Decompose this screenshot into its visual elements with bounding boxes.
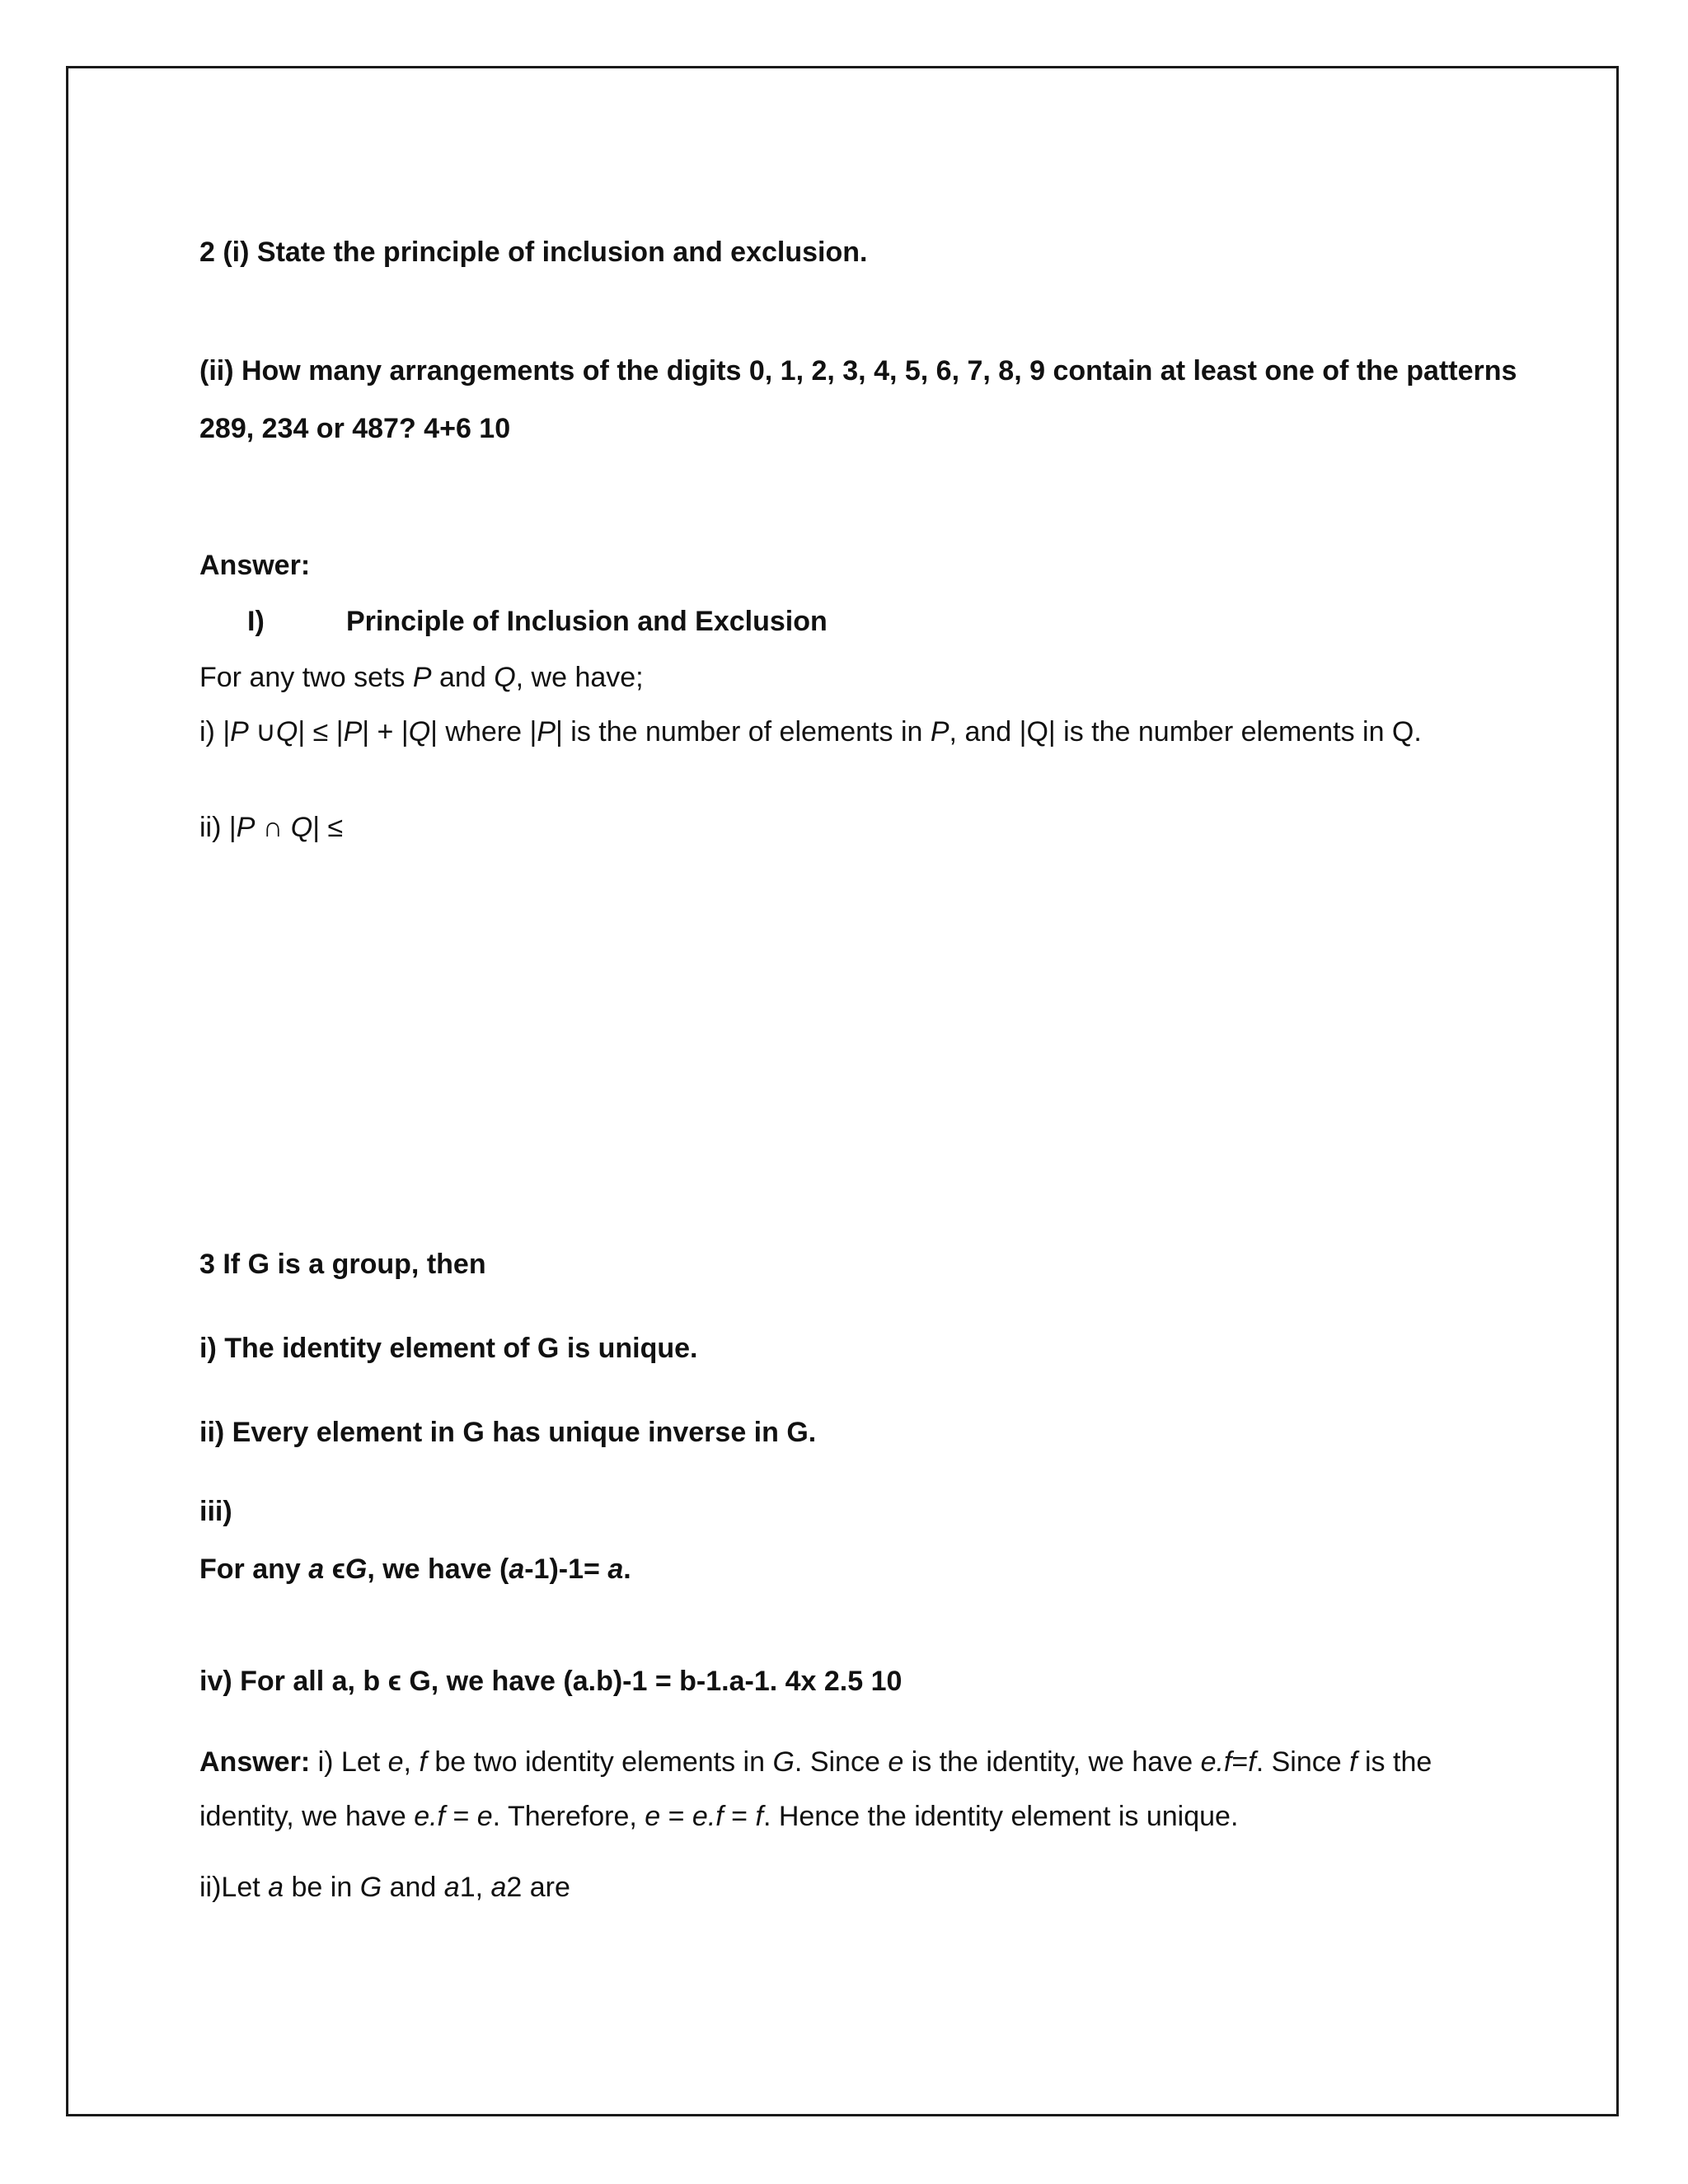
text: = <box>1231 1746 1249 1778</box>
text: -1)-1= <box>524 1554 608 1585</box>
answer1-heading-title: Principle of Inclusion and Exclusion <box>346 606 828 637</box>
var-f: f <box>755 1801 763 1832</box>
intersection-symbol: ∩ <box>255 812 291 843</box>
text: ii)Let <box>199 1872 269 1903</box>
text: 2 are <box>506 1872 570 1903</box>
text: = <box>660 1801 692 1832</box>
set-q: Q <box>290 812 313 843</box>
text: . Since <box>1255 1746 1350 1778</box>
text: and <box>382 1872 444 1903</box>
text: . <box>623 1554 631 1585</box>
q3-item-iv: iv) For all a, b ϵ G, we have (a.b)-1 = b-1.a-1. 4x 2.5 10 <box>199 1666 903 1697</box>
answer2-line1 <box>199 1746 1432 1779</box>
q2-part2-line2: 289, 234 or 487? 4+6 10 <box>199 413 511 444</box>
text: be in <box>284 1872 360 1903</box>
answer1-heading-number: I) <box>247 606 265 637</box>
var-f: f <box>1248 1746 1256 1778</box>
text: For any <box>199 1554 309 1585</box>
answer1-label: Answer: <box>199 550 311 581</box>
var-g: G <box>359 1872 382 1903</box>
set-p: P <box>343 716 363 748</box>
var-a: a <box>443 1872 460 1903</box>
text: | where | <box>430 716 537 748</box>
expr-ef: e.f <box>1200 1746 1232 1778</box>
text: = <box>723 1801 756 1832</box>
set-p: P <box>230 716 248 748</box>
text: is the <box>1357 1746 1432 1778</box>
text: For any two sets <box>199 662 413 693</box>
text: and <box>431 662 495 693</box>
expr-ef: e.f <box>692 1801 724 1832</box>
q3-item-iii <box>199 1553 631 1586</box>
var-a: a <box>509 1554 525 1585</box>
answer2-line3 <box>199 1871 570 1904</box>
set-p: P <box>930 716 950 748</box>
set-p: P <box>412 662 432 693</box>
var-f: f <box>1349 1746 1357 1778</box>
answer2-line2 <box>199 1800 1238 1833</box>
q2-part1: 2 (i) State the principle of inclusion and exclusion. <box>199 237 868 268</box>
text: | ≤ <box>312 812 344 843</box>
union-symbol: ∪ <box>247 716 276 748</box>
var-e: e <box>476 1801 493 1832</box>
text: i) Let <box>310 1746 388 1778</box>
text: ϵ <box>324 1554 345 1585</box>
text: , we have ( <box>367 1554 509 1585</box>
text: ii) | <box>199 812 237 843</box>
var-f: f <box>419 1746 427 1778</box>
answer1-item-i <box>199 715 1422 748</box>
var-g: G <box>345 1554 368 1585</box>
set-p: P <box>537 716 556 748</box>
var-a: a <box>308 1554 325 1585</box>
text: identity, we have <box>199 1801 415 1832</box>
answer2-label: Answer: <box>199 1746 311 1778</box>
set-q: Q <box>275 716 298 748</box>
q3-item-i: i) The identity element of G is unique. <box>199 1333 698 1364</box>
answer1-intro <box>199 661 644 694</box>
text: | is the number of elements in <box>556 716 931 748</box>
expr-ef: e.f <box>414 1801 445 1832</box>
q3-item-iii-label: iii) <box>199 1496 232 1527</box>
var-a: a <box>607 1554 624 1585</box>
var-e: e <box>645 1801 661 1832</box>
text: | ≤ | <box>298 716 344 748</box>
var-a: a <box>268 1872 284 1903</box>
var-a: a <box>490 1872 507 1903</box>
set-q: Q <box>408 716 431 748</box>
text: , <box>403 1746 420 1778</box>
text: . Hence the identity element is unique. <box>762 1801 1239 1832</box>
q3-title: 3 If G is a group, then <box>199 1249 486 1280</box>
text: be two identity elements in <box>426 1746 773 1778</box>
set-q: Q <box>494 662 516 693</box>
var-e: e <box>387 1746 404 1778</box>
set-p: P <box>236 812 256 843</box>
text: , we have; <box>515 662 644 693</box>
text: . Therefore, <box>492 1801 645 1832</box>
text: . Since <box>794 1746 889 1778</box>
text: | + | <box>362 716 409 748</box>
q3-item-ii: ii) Every element in G has unique inverse in G. <box>199 1417 817 1448</box>
var-e: e <box>888 1746 904 1778</box>
answer1-item-ii <box>199 811 343 844</box>
text: = <box>445 1801 477 1832</box>
var-g: G <box>772 1746 795 1778</box>
text: is the identity, we have <box>903 1746 1201 1778</box>
text: , and |Q| is the number elements in Q. <box>949 716 1422 748</box>
text: i) | <box>199 716 231 748</box>
q2-part2-line1: (ii) How many arrangements of the digits 0, 1, 2, 3, 4, 5, 6, 7, 8, 9 contain at least one of the patterns <box>199 355 1517 387</box>
text: 1, <box>459 1872 491 1903</box>
